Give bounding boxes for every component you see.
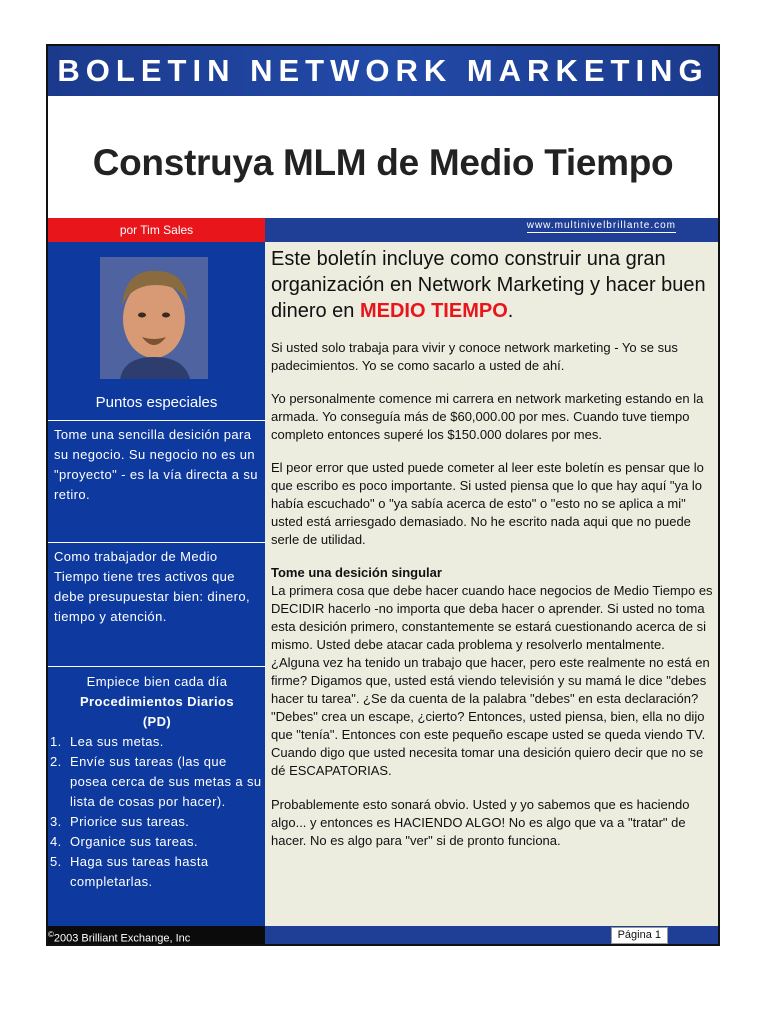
newsletter-banner: BOLETIN NETWORK MARKETING [48, 46, 718, 96]
paragraph-2: Yo personalmente comence mi carrera en network marketing estando en la armada. Yo conseguía más de $60,000.00 por mes. Cuando tuve tiempo completo entonces superé los $150.000 dolares por mes. [271, 391, 704, 442]
copyright-footer: ©2003 Brilliant Exchange, Inc [48, 926, 265, 944]
list-item: 1. Lea sus metas. [50, 734, 164, 749]
list-item: 4. Organice sus tareas. [50, 834, 198, 849]
sidebar-point-1: Tome una sencilla desición para su negocio. Su negocio no es un "proyecto" - es la vía directa a su retiro. [54, 427, 258, 502]
newsletter-page [46, 44, 720, 946]
footer-bar [265, 926, 718, 944]
pd-abbr: (PD) [142, 714, 172, 729]
pd-list [50, 732, 264, 892]
pd-intro: Empiece bien cada día [86, 674, 228, 689]
sidebar-divider [48, 666, 265, 667]
list-item: 3. Priorice sus tareas. [50, 814, 190, 829]
lead-highlight: MEDIO TIEMPO [359, 300, 508, 322]
daily-procedures [50, 672, 264, 892]
website-link[interactable]: www.multinivelbrillante.com [526, 220, 676, 231]
list-item: 2. Envíe sus tareas (las que posea cerca de sus metas a su lista de cosas por hacer). [50, 754, 262, 809]
paragraph-4: La primera cosa que debe hacer cuando hace negocios de Medio Tiempo es DECIDIR hacerlo -no importa que deba hacer o aprender. Si usted no toma esta desición primero, constantemente se estará cuestionando acerca de si mismo. Usted debe atacar cada problema y resolverlo mentalmente. ¿Alguna vez ha tenido un trabajo que hacer, pero este realmente no está en firme? Digamos que, usted está viendo televisión y su mamá le dice "debes hacer tu tarea". ¿Se da cuenta de la palabra "debes" en esta declaración? "Debes" crea un escape, ¿cierto? Entonces, usted piensa, bien, ella no dijo que "tenía". Entonces con este pequeño escape usted se queda viendo TV. Cuando digo que usted necesita tomar una desición quiero decir que no se dé ESCAPATORIAS. [271, 583, 713, 778]
article-body [265, 242, 718, 928]
lead-paragraph: Este boletín incluye como construir una gran organización en Network Marketing y hacer buen dinero en MEDIO TIEMPO. [271, 248, 706, 322]
author-byline: por Tim Sales [48, 218, 265, 242]
paragraph-5: Probablemente esto sonará obvio. Usted y yo sabemos que es haciendo algo... y entonces es HACIENDO ALGO! No es algo que va a "tratar" de hacer. No es algo para "ver" si de pronto funciona. [271, 797, 690, 848]
page-title: Construya MLM de Medio Tiempo [92, 142, 674, 183]
paragraph-3: El peor error que usted puede cometer al leer este boletín es pensar que lo que escribo es poco importante. Si usted piensa que lo que hay aquí "ya lo había escuchado" o "ya sabía acerca de esto" o "esto no se aplica a mi" usted está arriesgado demasiado. No he escrito nada aqui que no puede serle de utilidad. [271, 460, 704, 547]
sidebar-point-2: Como trabajador de Medio Tiempo tiene tres activos que debe presupuestar bien: dinero, tiempo y atención. [54, 549, 250, 624]
paragraph-1: Si usted solo trabaja para vivir y conoce network marketing - Yo se sus padecimientos. Yo se como sacarlo a usted de ahí. [271, 340, 678, 373]
sidebar-divider [48, 542, 265, 543]
sidebar [48, 242, 265, 928]
page-number: Página 1 [611, 927, 668, 944]
section-heading: Tome una desición singular [271, 565, 442, 580]
list-item: 5. Haga sus tareas hasta completarlas. [50, 854, 209, 889]
url-bar [265, 218, 718, 242]
special-points-title: Puntos especiales [95, 394, 218, 411]
pd-title: Procedimientos Diarios [79, 694, 234, 709]
author-photo-icon [100, 257, 208, 379]
sidebar-divider [48, 420, 265, 421]
